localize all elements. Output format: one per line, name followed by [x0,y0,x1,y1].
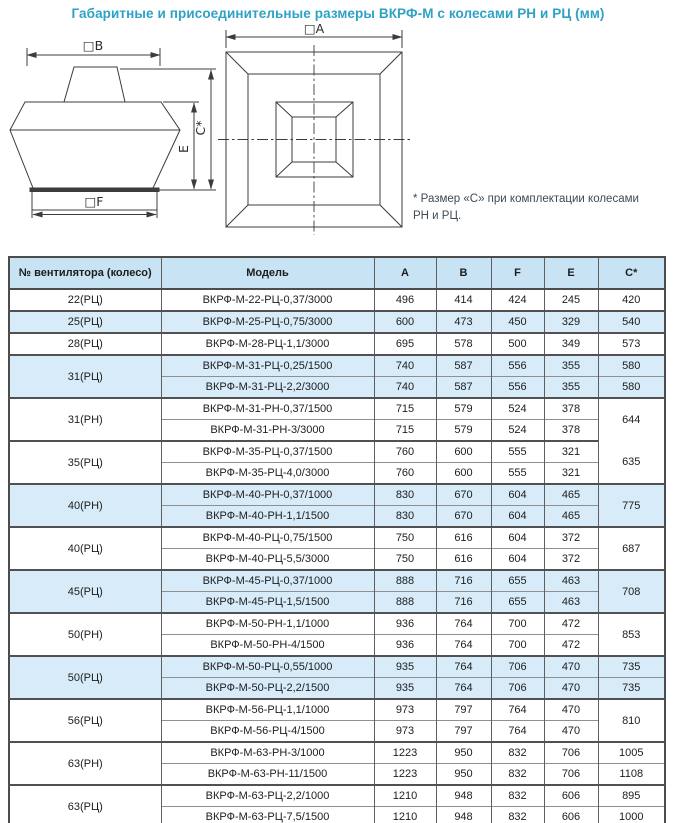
dim-a-cell: 830 [374,506,436,528]
dim-f-cell: 555 [491,463,544,485]
fan-number-cell: 31(РЦ) [9,355,161,398]
model-cell: ВКРФ-М-63-РЦ-7,5/1500 [161,807,374,823]
dim-b-cell: 616 [436,527,491,549]
dim-c-cell: 810 [598,699,665,742]
dim-f-cell: 832 [491,807,544,823]
model-cell: ВКРФ-М-45-РЦ-0,37/1000 [161,570,374,592]
dim-e-cell: 463 [544,592,598,614]
dim-e-cell: 378 [544,420,598,442]
dim-b-cell: 764 [436,635,491,657]
fan-side-view-drawing [10,48,216,218]
fan-number-cell: 45(РЦ) [9,570,161,613]
dim-b-cell: 587 [436,377,491,399]
dim-f-cell: 832 [491,742,544,764]
dim-a-cell: 695 [374,333,436,355]
model-cell: ВКРФ-М-28-РЦ-1,1/3000 [161,333,374,355]
dimensions-table [8,256,666,823]
model-cell: ВКРФ-М-50-РЦ-0,55/1000 [161,656,374,678]
model-cell: ВКРФ-М-31-РЦ-0,25/1500 [161,355,374,377]
dim-c-cell: 1005 [598,742,665,764]
dim-e-cell: 355 [544,355,598,377]
dim-a-cell: 888 [374,570,436,592]
table-row [9,613,665,635]
dim-c-cell: 420 [598,289,665,311]
dim-a-cell: 936 [374,635,436,657]
table-row [9,441,665,463]
dim-b-cell: 616 [436,549,491,571]
dim-f-cell: 450 [491,311,544,333]
model-cell: ВКРФ-М-56-РЦ-1,1/1000 [161,699,374,721]
fan-number-cell: 63(РЦ) [9,785,161,823]
model-cell: ВКРФ-М-35-РЦ-0,37/1500 [161,441,374,463]
dim-c-cell: 580 [598,355,665,377]
fan-number-cell: 50(РН) [9,613,161,656]
dim-a-cell: 750 [374,527,436,549]
dim-b-cell: 948 [436,807,491,823]
footnote-line-1: * Размер «С» при комплектации колесами [413,193,639,205]
dim-e-cell: 463 [544,570,598,592]
dim-c-cell: 687 [598,527,665,570]
dim-a-cell: 760 [374,463,436,485]
dim-b-cell: 764 [436,678,491,700]
col-header-5: E [544,257,598,289]
dim-b-cell: 716 [436,570,491,592]
dim-e-cell: 321 [544,441,598,463]
col-header-2: A [374,257,436,289]
dim-c-cell: 580 [598,377,665,399]
dim-f-cell: 424 [491,289,544,311]
dim-e-cell: 472 [544,635,598,657]
dim-a-cell: 888 [374,592,436,614]
dim-c-cell: 735 [598,656,665,678]
dim-b-cell: 716 [436,592,491,614]
model-cell: ВКРФ-М-63-РЦ-2,2/1000 [161,785,374,807]
table-header-row [9,257,665,289]
col-header-4: F [491,257,544,289]
fan-number-cell: 25(РЦ) [9,311,161,333]
dim-a-cell: 973 [374,699,436,721]
dim-label-e: E [176,145,191,153]
dim-e-cell: 606 [544,785,598,807]
model-cell: ВКРФ-М-63-РН-3/1000 [161,742,374,764]
dim-e-cell: 465 [544,506,598,528]
page-title: Габаритные и присоединительные размеры ВКРФ-М с колесами РН и РЦ (мм) [71,6,605,21]
fan-number-cell: 35(РЦ) [9,441,161,484]
dim-c-cell: 1108 [598,764,665,786]
dim-f-cell: 655 [491,592,544,614]
dim-f-cell: 764 [491,721,544,743]
table-row [9,484,665,506]
dim-b-cell: 414 [436,289,491,311]
dim-label-b: □B [82,38,104,53]
col-header-6: C* [598,257,665,289]
table-row [9,311,665,333]
dim-b-cell: 600 [436,441,491,463]
dim-a-cell: 496 [374,289,436,311]
dim-b-cell: 764 [436,656,491,678]
model-cell: ВКРФ-М-31-РН-3/3000 [161,420,374,442]
dim-a-cell: 750 [374,549,436,571]
dim-b-cell: 579 [436,420,491,442]
dim-f-cell: 500 [491,333,544,355]
dim-f-cell: 604 [491,506,544,528]
dim-f-cell: 524 [491,420,544,442]
dim-f-cell: 604 [491,527,544,549]
dim-e-cell: 355 [544,377,598,399]
fan-number-cell: 56(РЦ) [9,699,161,742]
fan-number-cell: 40(РН) [9,484,161,527]
model-cell: ВКРФ-М-22-РЦ-0,37/3000 [161,289,374,311]
dim-a-cell: 1223 [374,742,436,764]
dim-e-cell: 706 [544,742,598,764]
dim-e-cell: 472 [544,613,598,635]
dim-e-cell: 378 [544,398,598,420]
dim-a-cell: 715 [374,420,436,442]
dim-f-cell: 832 [491,764,544,786]
dim-f-cell: 700 [491,635,544,657]
model-cell: ВКРФ-М-50-РН-4/1500 [161,635,374,657]
dim-b-cell: 670 [436,484,491,506]
table-row [9,699,665,721]
dim-c-cell: 540 [598,311,665,333]
model-cell: ВКРФ-М-31-РН-0,37/1500 [161,398,374,420]
model-cell: ВКРФ-М-40-РН-0,37/1000 [161,484,374,506]
dim-b-cell: 950 [436,742,491,764]
dim-c-cell: 573 [598,333,665,355]
table-row [9,289,665,311]
dim-f-cell: 700 [491,613,544,635]
table-row [9,333,665,355]
fan-top-view-drawing [218,30,410,235]
dim-b-cell: 764 [436,613,491,635]
col-header-3: B [436,257,491,289]
dim-e-cell: 470 [544,699,598,721]
footnote-line-2: РН и РЦ. [413,209,462,222]
dim-f-cell: 604 [491,549,544,571]
dim-c-cell: 708 [598,570,665,613]
dim-f-cell: 604 [491,484,544,506]
dim-e-cell: 470 [544,678,598,700]
model-cell: ВКРФ-М-40-РН-1,1/1500 [161,506,374,528]
table-row [9,785,665,807]
table-body [9,289,665,823]
dim-e-cell: 245 [544,289,598,311]
dim-c-cell: 644 [598,398,665,441]
dim-a-cell: 760 [374,441,436,463]
dim-label-a: □A [303,21,325,36]
model-cell: ВКРФ-М-25-РЦ-0,75/3000 [161,311,374,333]
fan-dimension-diagram [8,21,428,249]
dim-f-cell: 555 [491,441,544,463]
dim-a-cell: 1210 [374,807,436,823]
dim-a-cell: 1210 [374,785,436,807]
dim-b-cell: 587 [436,355,491,377]
dim-e-cell: 470 [544,721,598,743]
table-row [9,527,665,549]
dim-e-cell: 606 [544,807,598,823]
dim-f-cell: 706 [491,656,544,678]
dim-b-cell: 473 [436,311,491,333]
dim-f-cell: 556 [491,355,544,377]
fan-number-cell: 63(РН) [9,742,161,785]
dim-e-cell: 349 [544,333,598,355]
table-row [9,570,665,592]
dim-e-cell: 329 [544,311,598,333]
model-cell: ВКРФ-М-63-РН-11/1500 [161,764,374,786]
table-row [9,742,665,764]
col-header-1: Модель [161,257,374,289]
dim-c-cell: 775 [598,484,665,527]
dim-b-cell: 578 [436,333,491,355]
dim-b-cell: 797 [436,699,491,721]
dim-a-cell: 600 [374,311,436,333]
model-cell: ВКРФ-М-40-РЦ-0,75/1500 [161,527,374,549]
table-row [9,656,665,678]
fan-number-cell: 50(РЦ) [9,656,161,699]
model-cell: ВКРФ-М-31-РЦ-2,2/3000 [161,377,374,399]
dim-c-cell: 853 [598,613,665,656]
dim-c-cell: 735 [598,678,665,700]
dim-f-cell: 655 [491,570,544,592]
dim-f-cell: 556 [491,377,544,399]
dim-a-cell: 740 [374,377,436,399]
dim-c-cell: 635 [598,441,665,484]
dim-e-cell: 706 [544,764,598,786]
dim-b-cell: 797 [436,721,491,743]
dim-e-cell: 465 [544,484,598,506]
dimension-drawings [0,21,676,251]
dim-f-cell: 832 [491,785,544,807]
dim-label-c: C* [193,120,208,136]
dim-a-cell: 740 [374,355,436,377]
dim-a-cell: 935 [374,656,436,678]
footnote [413,191,665,224]
table-row [9,398,665,420]
model-cell: ВКРФ-М-50-РЦ-2,2/1500 [161,678,374,700]
dim-e-cell: 470 [544,656,598,678]
model-cell: ВКРФ-М-35-РЦ-4,0/3000 [161,463,374,485]
dim-b-cell: 670 [436,506,491,528]
dim-a-cell: 1223 [374,764,436,786]
dim-a-cell: 715 [374,398,436,420]
model-cell: ВКРФ-М-45-РЦ-1,5/1500 [161,592,374,614]
dim-b-cell: 579 [436,398,491,420]
dim-f-cell: 764 [491,699,544,721]
dim-f-cell: 706 [491,678,544,700]
fan-number-cell: 40(РЦ) [9,527,161,570]
dim-a-cell: 830 [374,484,436,506]
fan-number-cell: 31(РН) [9,398,161,441]
dim-a-cell: 973 [374,721,436,743]
model-cell: ВКРФ-М-40-РЦ-5,5/3000 [161,549,374,571]
dim-e-cell: 321 [544,463,598,485]
dim-label-f: □F [84,194,104,209]
table-row [9,355,665,377]
dim-f-cell: 524 [491,398,544,420]
dim-a-cell: 935 [374,678,436,700]
fan-number-cell: 22(РЦ) [9,289,161,311]
model-cell: ВКРФ-М-50-РН-1,1/1000 [161,613,374,635]
dim-e-cell: 372 [544,549,598,571]
model-cell: ВКРФ-М-56-РЦ-4/1500 [161,721,374,743]
dim-a-cell: 936 [374,613,436,635]
dim-b-cell: 950 [436,764,491,786]
dim-c-cell: 1000 [598,807,665,823]
dim-e-cell: 372 [544,527,598,549]
dim-b-cell: 948 [436,785,491,807]
dim-c-cell: 895 [598,785,665,807]
dim-b-cell: 600 [436,463,491,485]
fan-number-cell: 28(РЦ) [9,333,161,355]
col-header-0: № вентилятора (колесо) [9,257,161,289]
